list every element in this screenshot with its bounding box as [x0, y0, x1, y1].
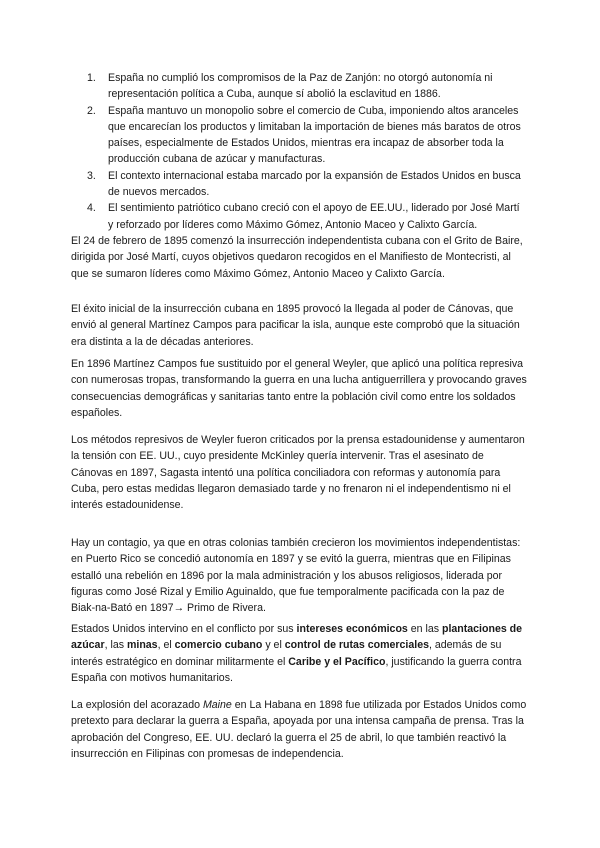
list-item-number: 2. [87, 104, 96, 117]
paragraph-maine-explosion [71, 697, 527, 762]
text-run: , además de su interés estratégico en dominar militarmente el [71, 639, 502, 668]
list-item-number: 1. [87, 72, 96, 84]
causes-list [87, 70, 527, 233]
list-item-number: 4. [87, 202, 96, 215]
list-item [87, 103, 527, 168]
bold-run: comercio cubano [174, 639, 263, 652]
bold-run: intereses económicos [296, 623, 408, 635]
list-item-number: 3. [87, 169, 96, 182]
text-run: y el [262, 639, 285, 652]
bold-run: control de rutas comerciales [284, 639, 429, 652]
text-run: en La Habana en 1898 fue utilizada por Estados Unidos como pretexto para declarar la guerra a España, apoyada por una intensa campaña de prensa. Tras la aprobación del Congreso, EE. UU. declaró la guerra el 25 de abril, lo que también reactivó la insurrección en Filipinas con promesas de independencia. [71, 699, 527, 760]
paragraph-grito-de-baire: El 24 de febrero de 1895 comenzó la insurrección independentista cubana con el Grito de Baire, dirigida por José Martí, cuyos objetivos quedaron recogidos en el Manifiesto de Montecristi, al que se sumaron líderes como Máximo Gómez, Antonio Maceo y Calixto García. [71, 235, 523, 280]
text-run: La explosión del acorazado [71, 699, 203, 711]
list-item [87, 70, 527, 103]
paragraph-canovas: El éxito inicial de la insurrección cubana en 1895 provocó la llegada al poder de Cánovas, que envió al general Martínez Campos para pacificar la isla, aunque este comprobó que la situación era distinta a la de décadas anteriores. [71, 303, 520, 348]
text-run: en las [407, 623, 442, 635]
list-item-text: El sentimiento patriótico cubano creció con el apoyo de EE.UU., liderado por José Martí y reforzado por líderes como Máximo Gómez, Antonio Maceo y Calixto García. [108, 202, 520, 231]
text-run: , justificando la guerra contra España con motivos humanitarios. [71, 655, 522, 684]
paragraph-us-intervention [71, 621, 527, 686]
bold-run: plantaciones de azúcar [71, 623, 523, 652]
bold-run: minas [126, 639, 158, 652]
bold-run: Caribe y el Pacífico [288, 655, 386, 668]
list-item [87, 200, 527, 233]
list-item-text: España no cumplió los compromisos de la Paz de Zanjón: no otorgó autonomía ni representación política a Cuba, aunque sí abolió la esclavitud en 1886. [108, 72, 493, 101]
text-run: , el [157, 639, 175, 652]
list-item [87, 168, 527, 201]
text-run: , las [104, 639, 127, 652]
paragraph-weyler: En 1896 Martínez Campos fue sustituido por el general Weyler, que aplicó una política represiva con numerosas tropas, transformando la guerra en una lucha antiguerrillera y provocando graves consecuencias demográficas y sanitarias tanto entre la población civil como entre los soldados españoles. [71, 358, 527, 419]
list-item-text: El contexto internacional estaba marcado por la expansión de Estados Unidos en busca de nuevos mercados. [108, 169, 521, 199]
italic-run: Maine [202, 699, 232, 711]
paragraph-repressive-methods: Los métodos represivos de Weyler fueron criticados por la prensa estadounidense y aumentaron la tensión con EE. UU., cuyo presidente McKinley quería intervenir. Tras el asesinato de Cánovas en 1897, Sagasta intentó una política conciliadora con reformas y autonomía para Cuba, pero estas medidas llegaron demasiado tarde y no frenaron ni el independentismo ni el interés estadounidense. [71, 434, 525, 512]
text-run: Estados Unidos intervino en el conflicto por sus [71, 623, 297, 635]
paragraph-contagion: Hay un contagio, ya que en otras colonias también crecieron los movimientos independentistas: en Puerto Rico se concedió autonomía en 1897 y se evitó la guerra, mientras que en Filipinas estalló una rebelión en 1896 por la mala administración y los abusos religiosos, liderada por figuras como José Rizal y Emilio Aguinaldo, que fue temporalmente pacificada con la paz de Biak-na-Bató en 1897→ Primo de Rivera. [71, 537, 521, 615]
list-item-text: España mantuvo un monopolio sobre el comercio de Cuba, imponiendo altos aranceles que encarecían los productos y limitaban la importación de bienes más baratos de otros países, especialmente de Estados Unidos, mientras era incapaz de absorber toda la producción cubana de azúcar y manufacturas. [108, 104, 521, 166]
